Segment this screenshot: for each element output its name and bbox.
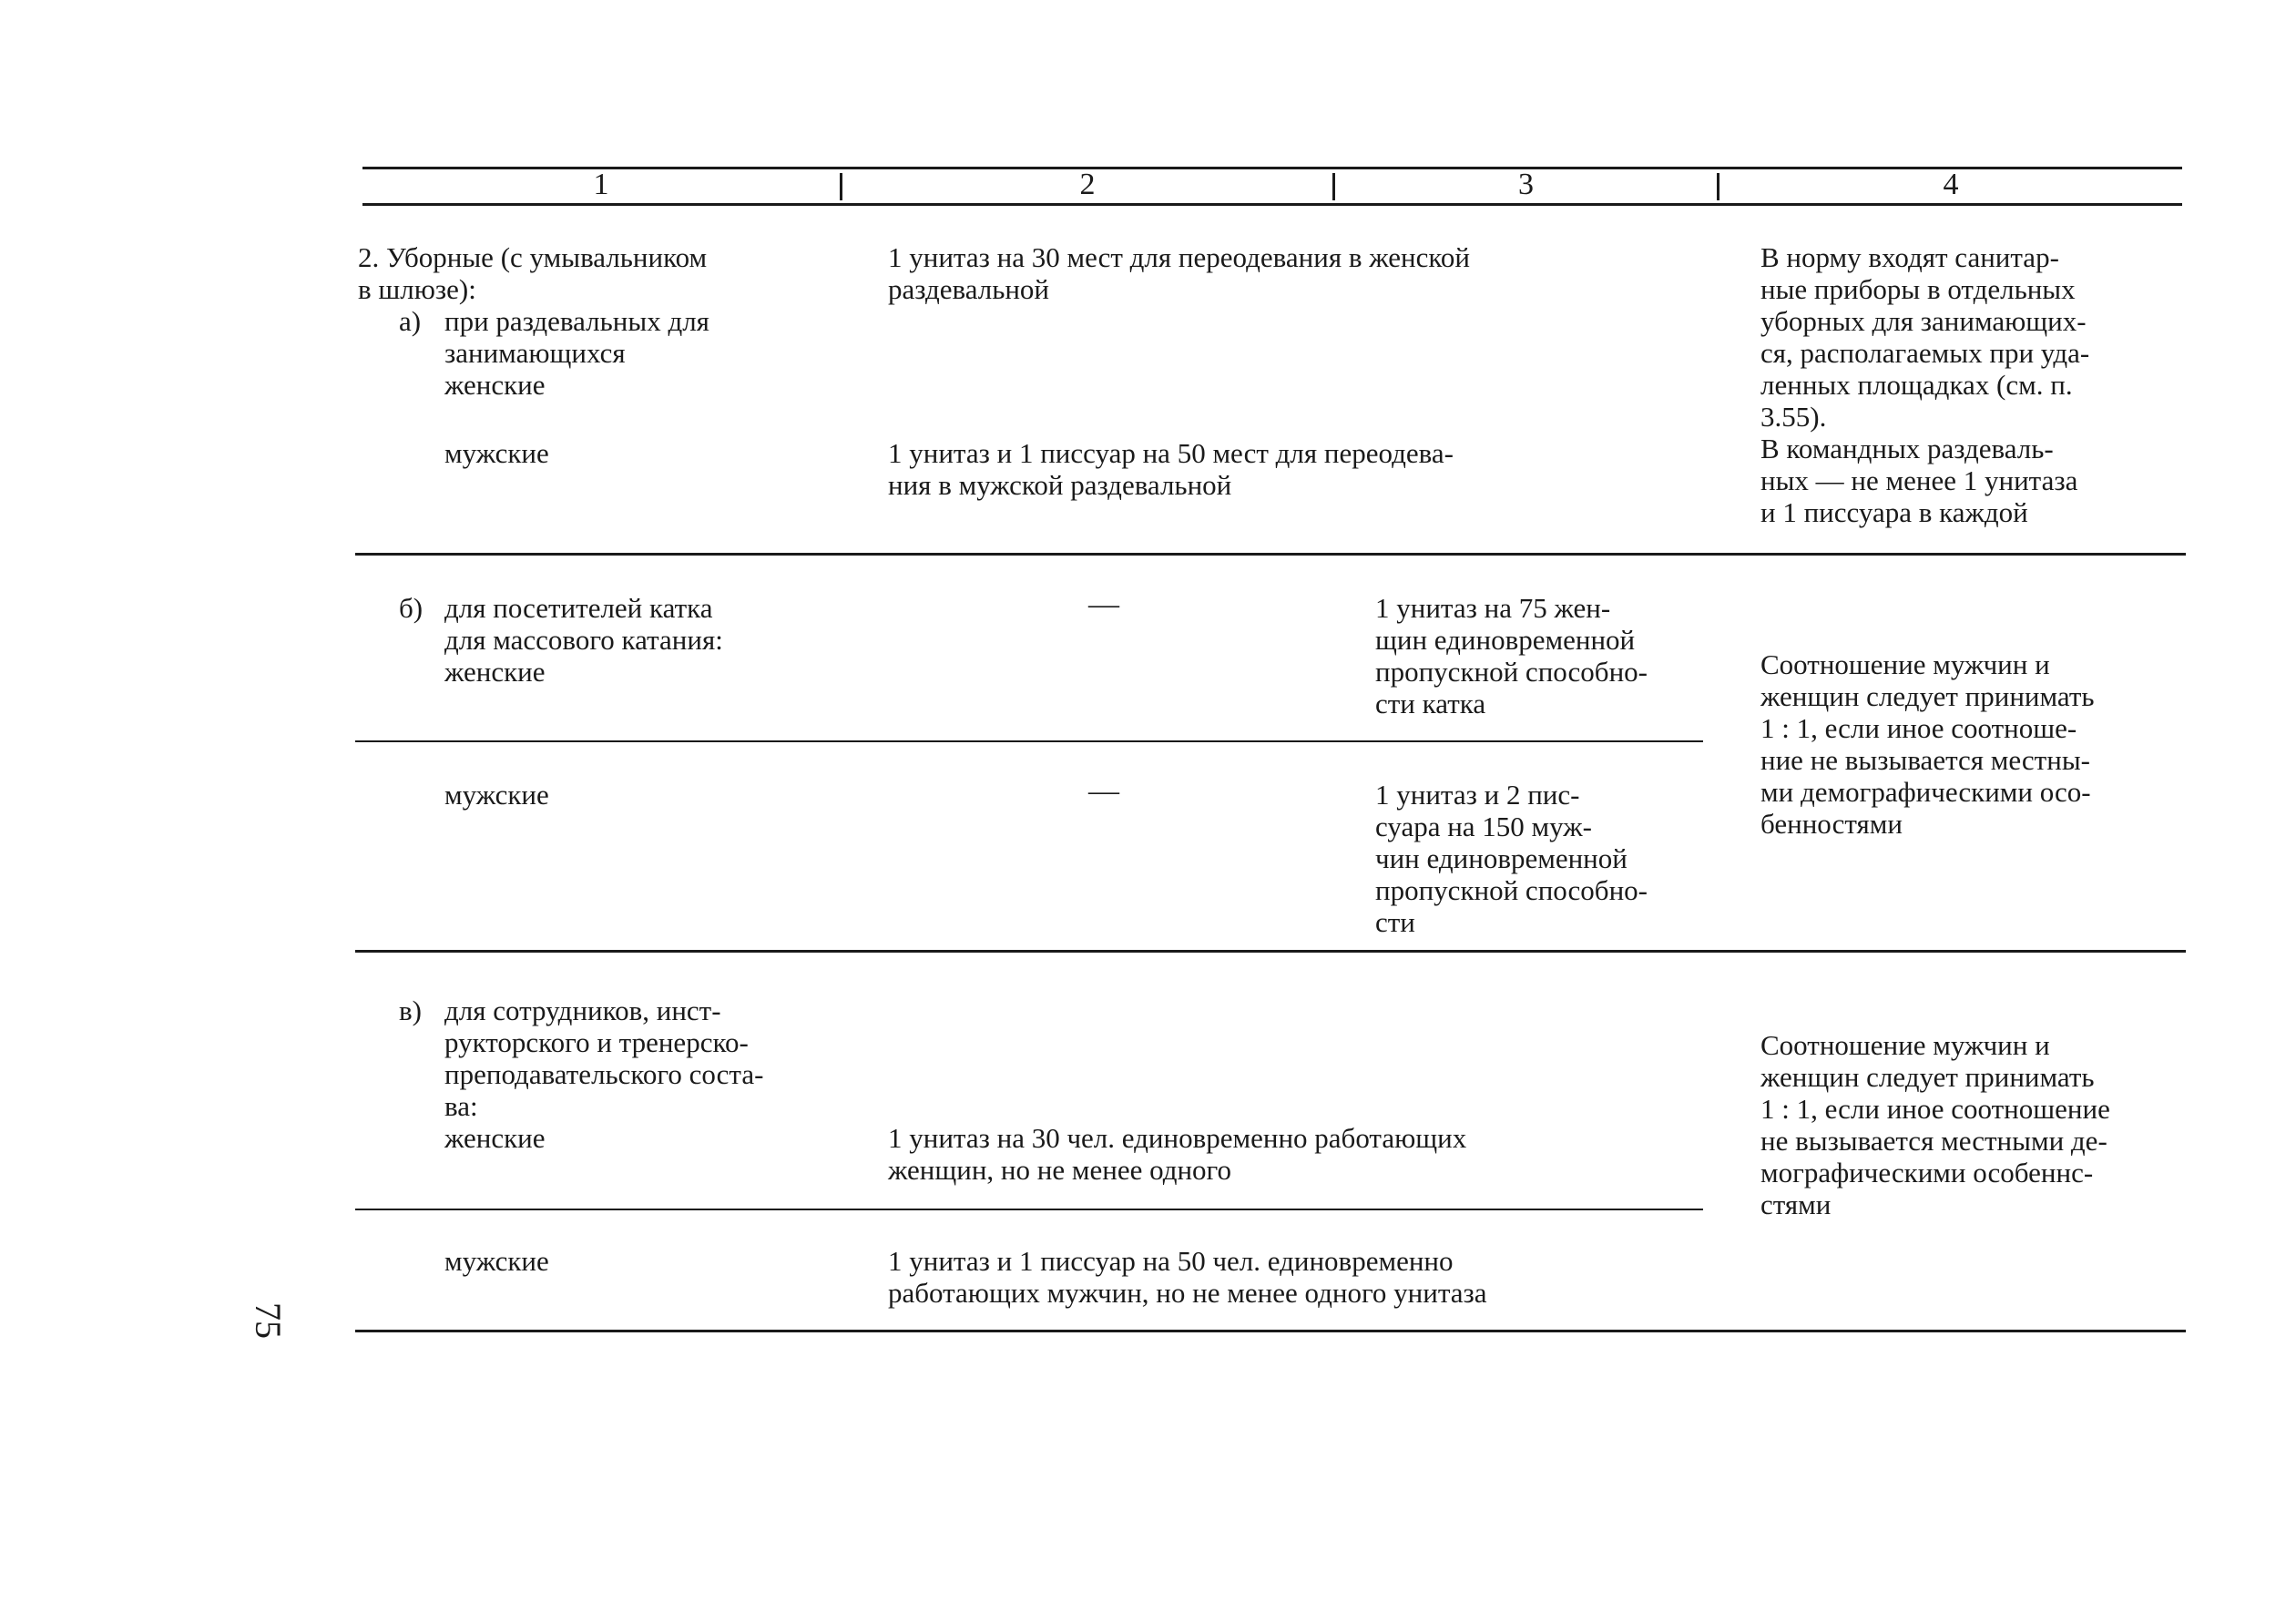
row-a-women-norm: 1 унитаз на 30 мест для переодевания в женской раздевальной (888, 241, 1470, 305)
row-c-men-label: мужские (444, 1245, 549, 1277)
row-b-women-norm: 1 унитаз на 75 жен- щин единовременной пропускной способно- сти катка (1375, 592, 1648, 719)
row-b-text: для посетителей катка для массового катания: женские (444, 592, 723, 688)
row-c-note: Соотношение мужчин и женщин следует принимать 1 : 1, если иное соотношение не вызывается местными де- мографическими особеннс- стями (1760, 1029, 2110, 1220)
header-col-3: 3 (1518, 168, 1534, 201)
row-c-label: в) (399, 995, 422, 1026)
row-b-men-norm: 1 унитаз и 2 пис- суара на 150 муж- чин единовременной пропускной способно- сти (1375, 779, 1648, 938)
header-bottom-rule (362, 203, 2182, 206)
row-b-bottom-rule (355, 950, 2186, 953)
header-col-1: 1 (593, 168, 609, 201)
row-a-men-label: мужские (444, 437, 549, 469)
row-b-label: б) (399, 592, 423, 624)
header-col-4: 4 (1943, 168, 1959, 201)
row-b-note: Соотношение мужчин и женщин следует принимать 1 : 1, если иное соотноше- ние не вызывается местны- ми демографическими осо- бенностями (1760, 648, 2095, 840)
row-a-note: В норму входят санитар- ные приборы в отдельных уборных для занимающих- ся, располагаемых при уда- ленных площадках (см. п. 3.55). В командных раздеваль- ных — не менее 1 унитаза и 1 писсуара в каждой (1760, 241, 2090, 528)
row-b-mid-rule (355, 740, 1703, 742)
table-bottom-rule (355, 1330, 2186, 1332)
row-b-women-col2: — (1088, 587, 1119, 621)
row-c-text: для сотрудников, инст- рукторского и тренерско- преподавательского соста- ва: женские (444, 995, 764, 1154)
header-col-2: 2 (1079, 168, 1096, 201)
section-2-title: 2. Уборные (с умывальником в шлюзе): (358, 241, 708, 305)
page-number: 75 (248, 1302, 289, 1339)
row-c-mid-rule (355, 1209, 1703, 1210)
row-b-men-label: мужские (444, 779, 549, 811)
row-a-bottom-rule (355, 553, 2186, 556)
row-a-label: а) (399, 305, 422, 337)
row-c-men-norm: 1 унитаз и 1 писсуар на 50 чел. единовременно работающих мужчин, но не менее одного унитаза (888, 1245, 1487, 1309)
row-a-text: при раздевальных для занимающихся женские (444, 305, 709, 401)
row-c-women-norm: 1 унитаз на 30 чел. единовременно работающих женщин, но не менее одного (888, 1122, 1467, 1186)
row-a-men-norm: 1 унитаз и 1 писсуар на 50 мест для переодева- ния в мужской раздевальной (888, 437, 1454, 501)
row-b-men-col2: — (1088, 774, 1119, 808)
